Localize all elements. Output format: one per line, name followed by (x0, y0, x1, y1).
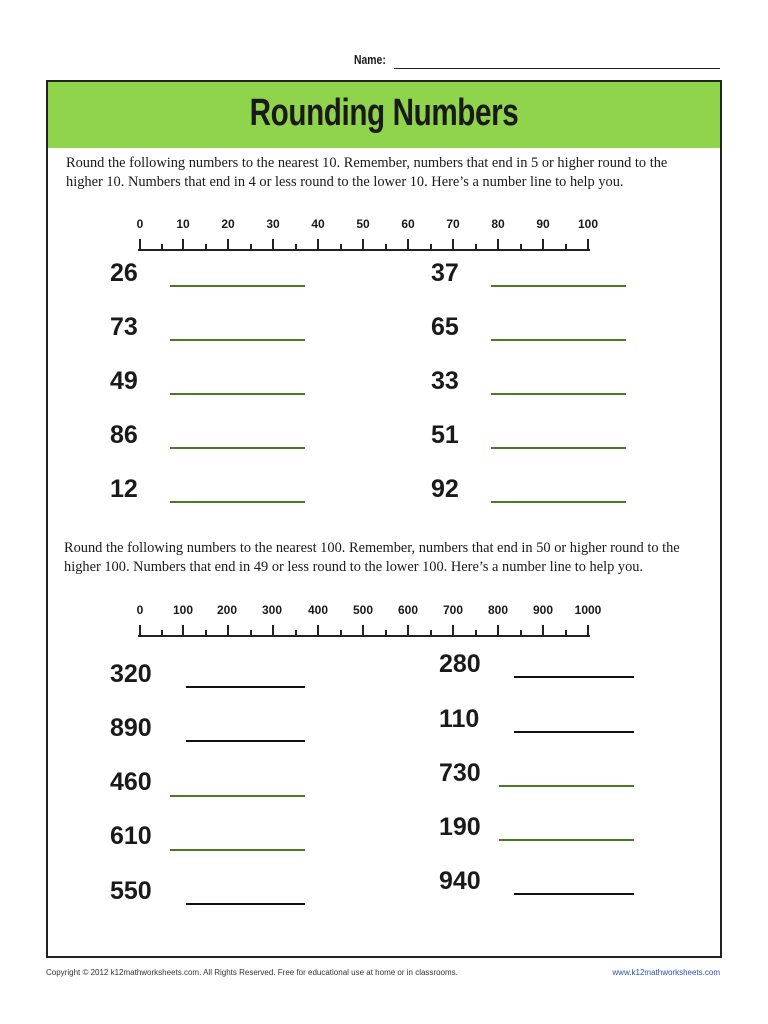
nl2-label: 1000 (574, 603, 602, 617)
problem-number: 86 (110, 421, 138, 449)
section2-number-line (130, 622, 600, 640)
problem-number: 92 (431, 475, 459, 503)
nl2-label: 800 (487, 603, 509, 617)
nl2-label: 900 (532, 603, 554, 617)
answer-line[interactable] (499, 839, 634, 841)
footer-link[interactable]: www.k12mathworksheets.com (612, 968, 720, 977)
nl1-label: 50 (356, 217, 370, 231)
nl2-label: 700 (442, 603, 464, 617)
nl2-label: 0 (136, 603, 144, 617)
problem-number: 37 (431, 259, 459, 287)
footer-copyright: Copyright © 2012 k12mathworksheets.com. All Rights Reserved. Free for educational use at home or in classrooms. (46, 968, 458, 977)
answer-line[interactable] (491, 393, 626, 395)
section2-instructions: Round the following numbers to the nearest 100. Remember, numbers that end in 50 or higher round to the higher 100. Numbers that end in 49 or less round to the lower 100. Here’s a number line to help you. (64, 540, 680, 575)
answer-line[interactable] (514, 893, 634, 895)
problem-number: 49 (110, 367, 138, 395)
answer-line[interactable] (491, 501, 626, 503)
answer-line[interactable] (170, 393, 305, 395)
problem-number: 550 (110, 877, 152, 905)
nl2-label: 500 (352, 603, 374, 617)
answer-line[interactable] (170, 339, 305, 341)
nl1-label: 90 (536, 217, 550, 231)
problem-number: 610 (110, 822, 152, 850)
nl2-label: 400 (307, 603, 329, 617)
name-row (354, 52, 720, 72)
answer-line[interactable] (499, 785, 634, 787)
answer-line[interactable] (491, 447, 626, 449)
nl1-label: 70 (446, 217, 460, 231)
answer-line[interactable] (186, 740, 305, 742)
nl1-label: 30 (266, 217, 280, 231)
section1-number-line-labels (0, 217, 768, 233)
problem-number: 33 (431, 367, 459, 395)
answer-line[interactable] (170, 849, 305, 851)
answer-line[interactable] (170, 501, 305, 503)
answer-line[interactable] (170, 285, 305, 287)
nl1-label: 40 (311, 217, 325, 231)
section1-instructions: Round the following numbers to the nearest 10. Remember, numbers that end in 5 or higher round to the higher 10. Numbers that end in 4 or less round to the lower 10. Here’s a number line to help you. (66, 155, 668, 190)
answer-line[interactable] (514, 731, 634, 733)
nl1-label: 10 (176, 217, 190, 231)
problem-number: 280 (439, 650, 481, 678)
answer-line[interactable] (491, 339, 626, 341)
section2-number-line-labels (0, 603, 768, 619)
problem-number: 730 (439, 759, 481, 787)
answer-line[interactable] (491, 285, 626, 287)
problem-number: 890 (110, 714, 152, 742)
problem-number: 26 (110, 259, 138, 287)
problem-number: 110 (439, 705, 480, 733)
problem-number: 12 (110, 475, 138, 503)
nl1-label: 100 (577, 217, 599, 231)
nl2-label: 300 (261, 603, 283, 617)
problem-number: 460 (110, 768, 152, 796)
title-bar (48, 82, 720, 148)
problem-number: 51 (431, 421, 459, 449)
name-label: Name: (354, 52, 386, 67)
nl2-label: 200 (216, 603, 238, 617)
nl1-label: 20 (221, 217, 235, 231)
nl1-label: 80 (491, 217, 505, 231)
answer-line[interactable] (170, 447, 305, 449)
nl1-label: 0 (136, 217, 144, 231)
problem-number: 65 (431, 313, 459, 341)
nl1-label: 60 (401, 217, 415, 231)
problem-number: 940 (439, 867, 481, 895)
name-input-line[interactable] (394, 68, 720, 69)
page-title: Rounding Numbers (249, 92, 519, 134)
nl2-label: 100 (172, 603, 194, 617)
section1-number-line (130, 236, 600, 254)
answer-line[interactable] (186, 903, 305, 905)
nl2-label: 600 (397, 603, 419, 617)
problem-number: 190 (439, 813, 481, 841)
problem-number: 73 (110, 313, 138, 341)
problem-number: 320 (110, 660, 152, 688)
answer-line[interactable] (170, 795, 305, 797)
answer-line[interactable] (514, 676, 634, 678)
answer-line[interactable] (186, 686, 305, 688)
